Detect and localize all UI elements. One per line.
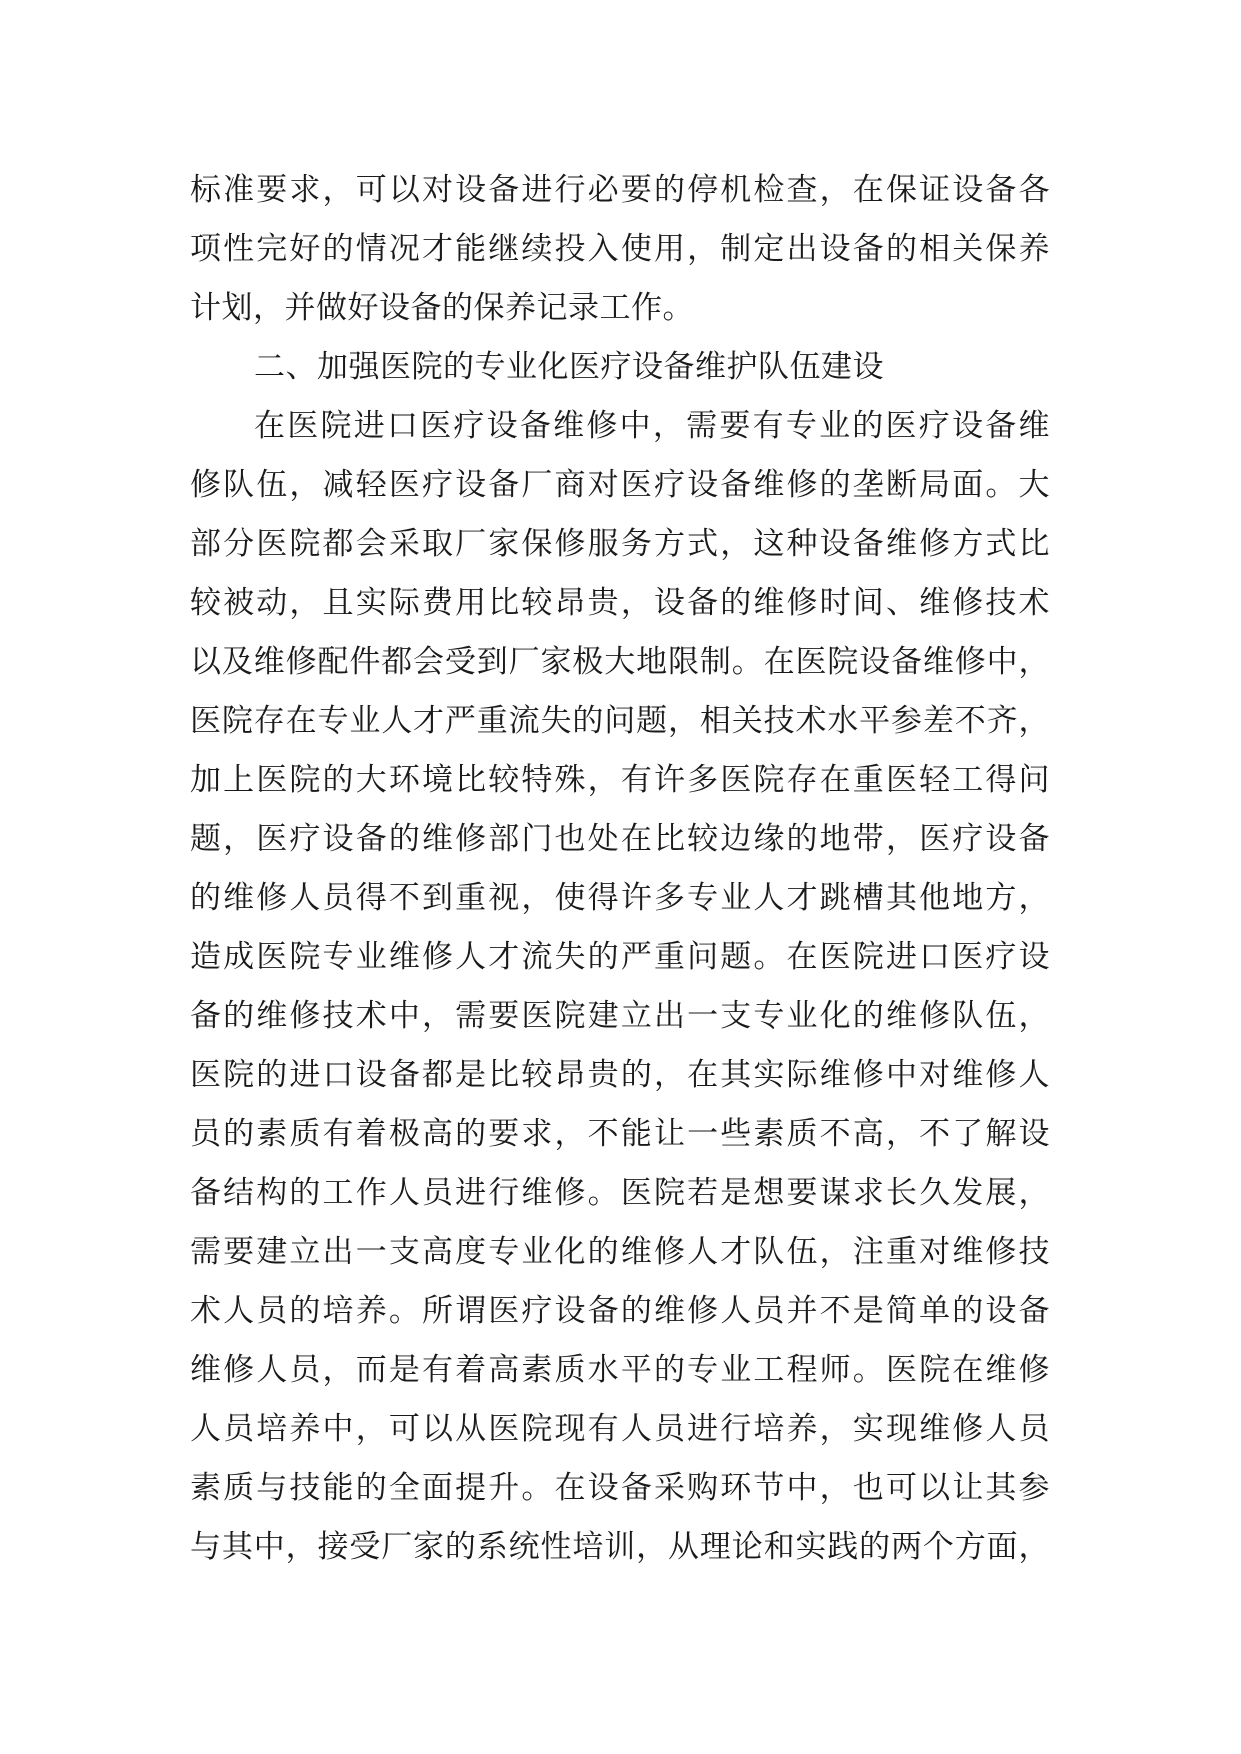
text-line: 造成医院专业维修人才流失的严重问题。在医院进口医疗设 [190, 939, 1050, 975]
text-line: 标准要求，可以对设备进行必要的停机检查，在保证设备各 [190, 172, 1050, 208]
text-line: 员的素质有着极高的要求，不能让一些素质不高，不了解设 [190, 1116, 1050, 1152]
text-line: 医院的进口设备都是比较昂贵的，在其实际维修中对维修人 [190, 1057, 1050, 1093]
text-line: 题，医疗设备的维修部门也处在比较边缘的地带，医疗设备 [190, 821, 1050, 857]
section-heading: 二、加强医院的专业化医疗设备维护队伍建设 [254, 349, 884, 385]
text-line: 备的维修技术中，需要医院建立出一支专业化的维修队伍， [190, 998, 1050, 1034]
text-line: 在医院进口医疗设备维修中，需要有专业的医疗设备维 [254, 408, 1050, 444]
text-line: 加上医院的大环境比较特殊，有许多医院存在重医轻工得问 [190, 762, 1050, 798]
text-line: 项性完好的情况才能继续投入使用，制定出设备的相关保养 [190, 231, 1050, 267]
text-line: 人员培养中，可以从医院现有人员进行培养，实现维修人员 [190, 1411, 1050, 1447]
text-line: 计划，并做好设备的保养记录工作。 [190, 290, 694, 326]
text-line: 与其中，接受厂家的系统性培训，从理论和实践的两个方面， [190, 1529, 1050, 1565]
text-line: 需要建立出一支高度专业化的维修人才队伍，注重对维修技 [190, 1234, 1050, 1270]
text-line: 医院存在专业人才严重流失的问题，相关技术水平参差不齐， [190, 703, 1050, 739]
body-text [190, 161, 1050, 1577]
text-line: 以及维修配件都会受到厂家极大地限制。在医院设备维修中， [190, 644, 1050, 680]
text-line: 维修人员，而是有着高素质水平的专业工程师。医院在维修 [190, 1352, 1050, 1388]
text-line: 术人员的培养。所谓医疗设备的维修人员并不是简单的设备 [190, 1293, 1050, 1329]
text-line: 素质与技能的全面提升。在设备采购环节中，也可以让其参 [190, 1470, 1050, 1506]
text-line: 备结构的工作人员进行维修。医院若是想要谋求长久发展， [190, 1175, 1050, 1211]
text-line: 的维修人员得不到重视，使得许多专业人才跳槽其他地方， [190, 880, 1050, 916]
text-line: 修队伍，减轻医疗设备厂商对医疗设备维修的垄断局面。大 [190, 467, 1050, 503]
text-line: 部分医院都会采取厂家保修服务方式，这种设备维修方式比 [190, 526, 1050, 562]
text-line: 较被动，且实际费用比较昂贵，设备的维修时间、维修技术 [190, 585, 1050, 621]
